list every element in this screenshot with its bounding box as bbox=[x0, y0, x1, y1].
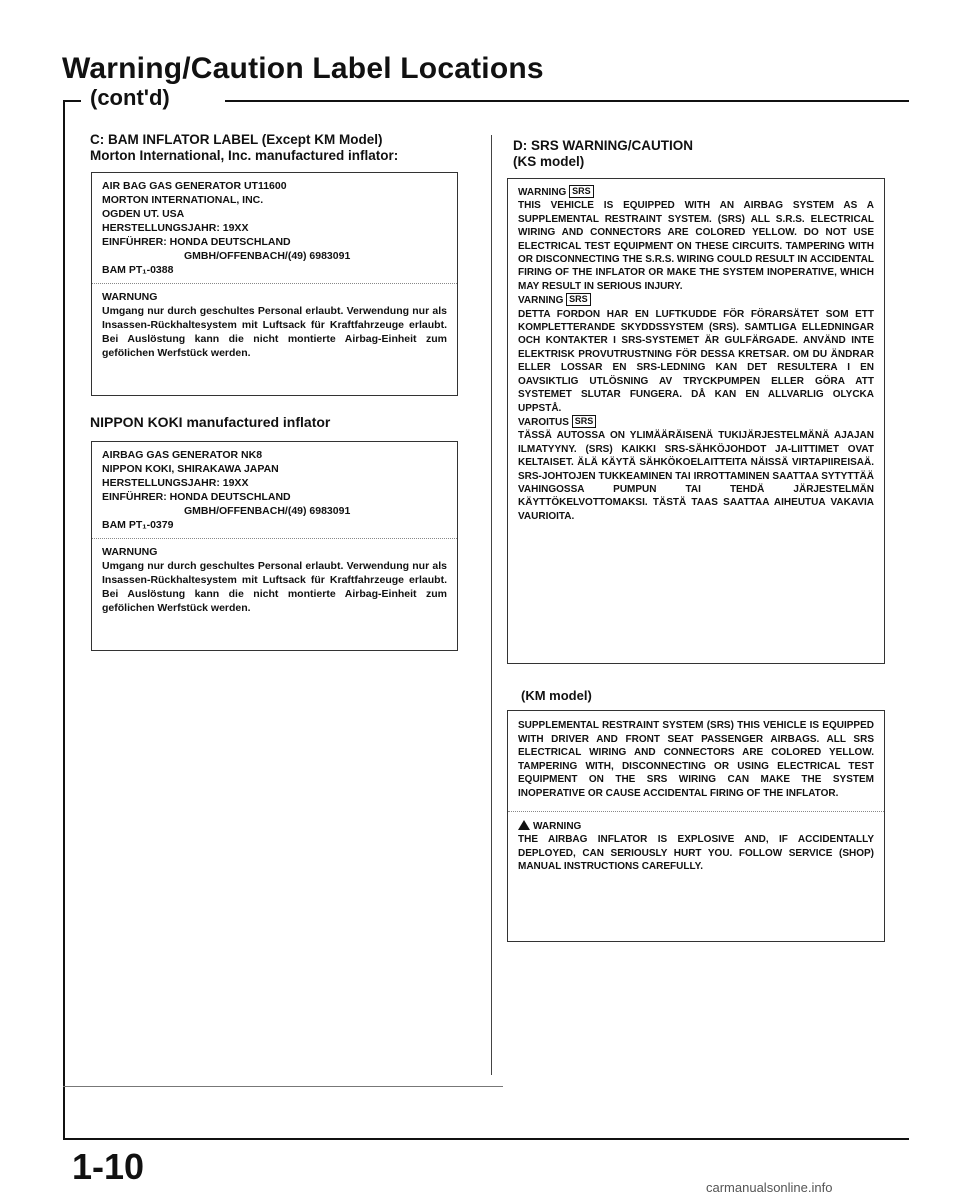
varoitus-word: VAROITUS bbox=[518, 416, 569, 428]
column-bottom-rule bbox=[63, 1086, 503, 1087]
frame-left-rule bbox=[63, 100, 65, 1140]
section-d-heading-line1: D: SRS WARNING/CAUTION bbox=[513, 138, 693, 153]
column-divider bbox=[491, 135, 492, 1075]
srs-tag: SRS bbox=[572, 415, 597, 428]
label-line: OGDEN UT. USA bbox=[102, 208, 185, 220]
finnish-warning-text: TÄSSÄ AUTOSSA ON YLIMÄÄRÄISENÄ TUKIJÄRJESTELMÄNÄ AJAJAN ILMATYYNY. (SRS) KAIKKI SRS-SÄHKÖJOHDOT JA-LIITTIMET OVAT KELTAISET. ÄLÄ KÄYTÄ SÄHKÖKOELAITTEITA NÄISSÄ VIRTAPIIREISAÄ. SRS-JOHTOJEN TUKKEAMINEN TAI IRROTTAMINEN SAATTAA SYTYTTÄÄ VAHINGOSSA PUMPUN TAI TEHDÄ JÄRJESTELMÄN KÄYTTÖKELVOTTOMAKSI. TÄSTÄ TAAS SAATTAA AIHEUTUA VAKAVIA VAURIOITA. bbox=[518, 430, 874, 522]
label-line: AIR BAG GAS GENERATOR UT11600 bbox=[102, 180, 287, 192]
swedish-warning-text: DETTA FORDON HAR EN LUFTKUDDE FÖR FÖRARSÄTET SOM ETT KOMPLETTERANDE SKYDDSSYSTEM (SRS). SAMTLIGA ELLEDNINGAR OCH KONTAKTER I SRS-SYSTEMET ÄR GULFÄRGADE. ANVÄND INTE ELEKTRISK PROVUTRUSTNING FÖR DESSA KRETSAR. OM DU ÄNDRAR ELLER LOSSAR EN SRS-LEDNING KAN DET RESULTERA I EN OAVSIKTLIG UTLÖSNING AV TRYCKPUMPEN ELLER GÖRA ATT SYSTEMET SLUTAR FUNGERA. DÅ KAN EN ALLVARLIG OLYCKA UPPSTÅ. bbox=[518, 308, 874, 414]
label-line: GMBH/OFFENBACH/(49) 6983091 bbox=[184, 250, 351, 262]
warnung-title: WARNUNG bbox=[102, 546, 158, 558]
page-title: Warning/Caution Label Locations bbox=[62, 52, 544, 85]
section-c-heading bbox=[90, 132, 480, 164]
english-warning-text: THIS VEHICLE IS EQUIPPED WITH AN AIRBAG SYSTEM AS A SUPPLEMENTAL RESTRAINT SYSTEM. (SRS) ALL S.R.S. ELECTRICAL WIRING AND CONNECTORS ARE COLORED YELLOW. DO NOT USE ELECTRICAL TEST EQUIPMENT ON THESE CIRCUITS. TAMPERING WITH OR DISCONNECTING THE S.R.S. WIRING COULD RESULT IN ACCIDENTAL FIRING OF THE INFLATOR OR MAKE THE SYSTEM INOPERATIVE, WHICH MAY RESULT IN SERIOUS INJURY. bbox=[518, 200, 874, 292]
km-srs-label-box bbox=[507, 710, 885, 942]
label-line: BAM PT₁-0388 bbox=[102, 264, 174, 276]
ks-srs-label-box bbox=[507, 178, 885, 664]
section-d-heading-line2: (KS model) bbox=[513, 154, 585, 169]
srs-tag: SRS bbox=[569, 185, 594, 198]
label-line: EINFÜHRER: HONDA DEUTSCHLAND bbox=[102, 491, 291, 503]
label-divider bbox=[92, 538, 457, 539]
km-warning-text: THE AIRBAG INFLATOR IS EXPLOSIVE AND, IF ACCIDENTALLY DEPLOYED, CAN SERIOUSLY HURT YOU. FOLLOW SERVICE (SHOP) MANUAL INSTRUCTIONS CAREFULLY. bbox=[518, 834, 874, 873]
page-number: 1-10 bbox=[72, 1146, 145, 1187]
varning-word: VARNING bbox=[518, 295, 564, 307]
varning-line bbox=[518, 293, 874, 307]
frame-corner bbox=[63, 100, 81, 102]
label-line: HERSTELLUNGSJAHR: 19XX bbox=[102, 477, 249, 489]
nippon-label-box bbox=[91, 441, 458, 651]
warning-triangle-icon bbox=[518, 820, 530, 830]
label-divider bbox=[508, 811, 884, 812]
morton-label-box bbox=[91, 172, 458, 396]
label-line: GMBH/OFFENBACH/(49) 6983091 bbox=[184, 505, 351, 517]
warnung-text: Umgang nur durch geschultes Personal erlaubt. Verwendung nur als Insassen-Rückhaltesystem mit Luftsack für Kraftfahrzeuge erlaubt. Bei Auslöstung kann die nicht montierte Airbag-Einheit zum geföIichen Werfstück werden. bbox=[102, 305, 447, 359]
section-c-heading-line2: Morton International, Inc. manufactured inflator: bbox=[90, 148, 399, 163]
label-line: BAM PT₁-0379 bbox=[102, 519, 174, 531]
nippon-heading: NIPPON KOKI manufactured inflator bbox=[90, 414, 331, 430]
frame-bottom-rule bbox=[63, 1138, 909, 1140]
title-rule bbox=[225, 100, 909, 102]
label-line: EINFÜHRER: HONDA DEUTSCHLAND bbox=[102, 236, 291, 248]
km-warning-line bbox=[518, 820, 874, 834]
warning-word: WARNING bbox=[518, 187, 567, 198]
srs-tag: SRS bbox=[566, 293, 591, 306]
warnung-text: Umgang nur durch geschultes Personal erlaubt. Verwendung nur als Insassen-Rückhaltesystem mit Luftsack für Kraftfahrzeuge erlaubt. Bei Auslöstung kann die nicht montierte Airbag-Einheit zum gefölichen Werfstück werden. bbox=[102, 560, 447, 614]
label-line: NIPPON KOKI, SHIRAKAWA JAPAN bbox=[102, 463, 279, 475]
label-divider bbox=[92, 283, 457, 284]
watermark: carmanualsonline.info bbox=[706, 1180, 833, 1195]
label-line: HERSTELLUNGSJAHR: 19XX bbox=[102, 222, 249, 234]
warning-line bbox=[518, 185, 874, 199]
warnung-title: WARNUNG bbox=[102, 291, 158, 303]
km-srs-text: SUPPLEMENTAL RESTRAINT SYSTEM (SRS) THIS VEHICLE IS EQUIPPED WITH DRIVER AND FRONT SEAT PASSENGER AIRBAGS. ALL SRS ELECTRICAL WIRING AND CONNECTORS ARE COLORED YELLOW. TAMPERING WITH, DISCONNECTING OR USING ELECTRICAL TEST EQUIPMENT ON THE SRS WIRING CAN MAKE THE SYSTEM INOPERATIVE OR CAUSE ACCIDENTAL FIRING OF THE INFLATOR. bbox=[518, 720, 874, 799]
page-subtitle: (cont'd) bbox=[90, 85, 170, 110]
label-line: AIRBAG GAS GENERATOR NK8 bbox=[102, 449, 263, 461]
varoitus-line bbox=[518, 415, 874, 429]
km-model-heading: (KM model) bbox=[521, 688, 592, 703]
warning-word: WARNING bbox=[533, 820, 582, 832]
label-line: MORTON INTERNATIONAL, INC. bbox=[102, 194, 264, 206]
section-c-heading-line1: C: BAM INFLATOR LABEL (Except KM Model) bbox=[90, 132, 383, 147]
section-d-heading bbox=[513, 138, 903, 170]
